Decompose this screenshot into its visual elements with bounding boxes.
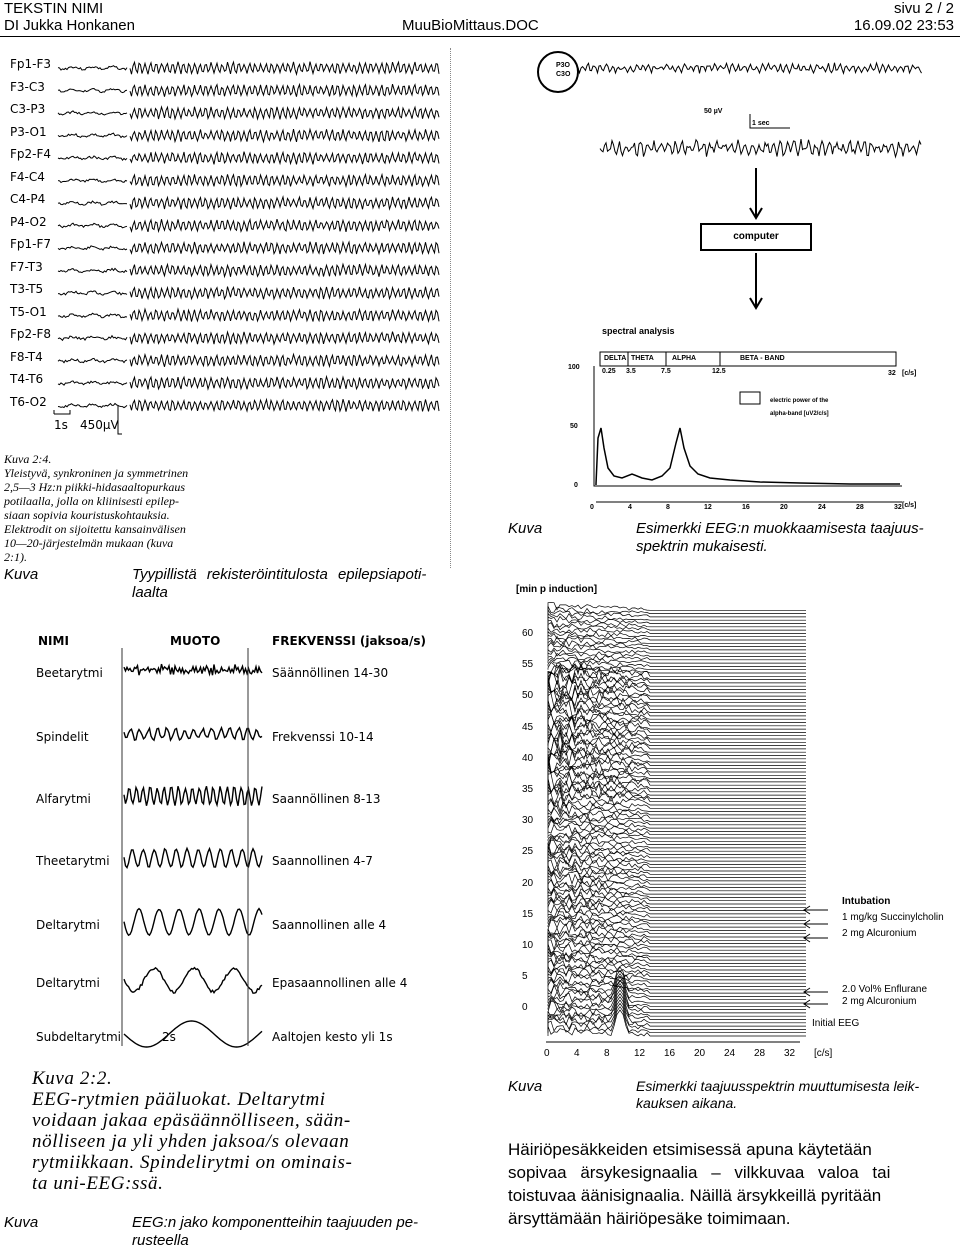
figure-caption [132,1214,452,1250]
rhythm-frequency: Aaltojen kesto yli 1s [272,1030,393,1044]
eeg-trace-baseline [58,111,127,115]
column-header-name: NIMI [38,634,69,648]
page-number: sivu 2 / 2 [893,0,954,17]
spectrum-epoch-line [548,722,806,739]
rhythm-frequency: Saannollinen alle 4 [272,918,387,932]
inset-line: Kuva 2:4. [4,452,52,466]
electrode-label: C3O [556,71,571,78]
column-header-shape: MUOTO [170,634,221,648]
band-label-beta: BETA - BAND [740,355,785,362]
figure-caption [636,1078,960,1112]
computer-box: computer [700,223,812,251]
inset-line: potilaalla, jolla on kliinisesti epilep- [4,494,179,508]
spectrum-epoch-line [548,680,806,696]
eeg-trace-burst [130,129,439,142]
y-tick: 55 [522,659,534,671]
x-tick: 24 [818,504,826,511]
spectrum-epoch-line [548,885,806,894]
channel-label: T6-O2 [10,394,47,409]
eeg-trace-baseline [58,291,127,295]
inset-line: Kuva 2:2. [32,1068,113,1089]
x-tick: 8 [604,1048,610,1059]
inset-line: voidaan jakaa epäsäännölliseen, sään- [32,1110,351,1131]
filename: MuuBioMittaus.DOC [402,17,539,34]
x-tick: 0 [590,504,594,511]
y-tick: 25 [522,846,534,858]
inset-line: nölliseen ja yli yhden jaksoa/s olevaan [32,1131,350,1152]
channel-label: Fp2-F8 [10,327,52,341]
channel-label: T4-T6 [10,372,44,386]
inset-line: EEG-rytmien pääluokat. Deltarytmi [32,1089,326,1110]
paragraph-line: sopivaa ärsykesignaalia – vilkkuvaa valoa tai [508,1163,891,1182]
band-label-delta: DELTA [604,355,627,362]
band-label-alpha: ALPHA [672,355,697,362]
spectrum-epoch-line [548,832,806,841]
channel-label: C4-P4 [10,192,46,206]
x-unit: [c/s] [902,502,917,509]
y-tick: 0 [522,1002,528,1014]
spectrum-epoch-line [548,865,806,875]
eeg-trace-burst [130,354,439,366]
rhythm-name: Subdeltarytmi [36,1030,121,1044]
eeg-trace-burst [130,84,439,97]
x-tick: 20 [780,504,788,511]
legend-swatch [740,392,760,404]
eeg-trace-baseline [58,404,127,408]
x-tick: 4 [574,1048,580,1059]
filtered-eeg-trace [600,139,921,157]
y-tick: 50 [570,423,578,430]
caption-line: EEG:n jako komponentteihin taajuuden pe- [132,1214,419,1231]
paragraph-line: ärsyttämään häiriöpesäke toimimaan. [508,1209,791,1228]
eeg-trace-baseline [58,179,127,182]
caption-line: Tyypillistä rekisteröintitulosta epilepsiapoti- [132,566,427,583]
eeg-trace-burst [130,264,439,277]
x-tick: 0 [544,1048,550,1059]
spectrum-epoch-line [548,951,806,960]
annotation-enflurane: 2.0 Vol% Enflurane [842,984,928,995]
eeg-traces [0,54,450,444]
time-marker-lines [122,648,248,1046]
rhythm-name: Theetarytmi [36,854,110,868]
spectrum-epoch-line [548,908,806,917]
document-title: TEKSTIN NIMI [4,0,104,17]
compressed-spectral-array-figure [508,578,958,1064]
rhythm-name: Deltarytmi [36,918,100,932]
eeg-trace-baseline [58,156,127,160]
inset-line: 2:1). [4,550,27,564]
y-tick: 35 [522,784,534,795]
x-tick: 28 [754,1048,766,1059]
eeg-rhythm-classification-figure [0,628,470,1068]
timestamp: 16.09.02 23:53 [853,17,954,34]
eeg-trace-burst [130,399,439,411]
rhythm-waveform [124,1021,262,1047]
eeg-trace-burst [130,174,439,186]
eeg-trace-burst [130,197,439,210]
x-tick: 16 [664,1048,676,1059]
annotation-alcuronium: 2 mg Alcuronium [842,928,917,939]
y-tick: 60 [522,628,534,639]
eeg-trace-burst [130,242,439,255]
power-spectrum-curve [596,428,900,485]
eeg-trace-baseline [58,268,127,272]
annotation-alcuronium: 2 mg Alcuronium [842,996,917,1007]
eeg-trace-burst [130,287,439,300]
inset-line: ta uni-EEG:ssä. [32,1173,164,1194]
figure-caption [636,520,960,556]
rhythm-waveform [124,664,262,675]
inset-line: 2,5—3 Hz:n piikki-hidasaaltopurkaus [4,480,185,494]
rhythm-frequency: Frekvenssi 10-14 [272,730,374,744]
rhythm-frequency: Saannollinen 4-7 [272,854,373,868]
x-tick: 32 [894,504,902,511]
rhythm-waveform [124,968,262,994]
figure-caption-label: Kuva [4,566,39,583]
channel-label: F7-T3 [10,259,43,274]
eeg-trace-baseline [58,223,127,228]
x-tick: 12 [704,504,712,511]
spectrum-epoch-line [548,924,806,934]
spectrum-epoch-line [548,917,806,927]
eeg-trace-burst [130,332,439,345]
rhythm-waveform [124,848,262,867]
arrow-to-spectrum [750,253,762,308]
x-tick: 16 [742,504,750,511]
eeg-recording-figure [0,54,450,444]
channel-label: Fp1-F7 [10,237,52,251]
eeg-trace-baseline [58,201,127,205]
eeg-trace-burst [130,152,439,165]
caption-line: Esimerkki EEG:n muokkaamisesta taajuus- [636,520,924,537]
electrode-label: P3O [556,62,571,69]
eeg-figure-inset-caption [4,452,244,564]
spectrum-epoch-line [548,968,806,977]
band-tick: 7.5 [661,368,671,375]
spectrum-epoch-line [548,854,806,865]
spectrum-epoch-line [548,628,806,634]
rhythm-waveforms [0,628,470,1068]
channel-label: Fp1-F3 [10,57,52,71]
annotation-arrows [804,988,828,1008]
band-tick: 12.5 [712,368,726,375]
y-tick: 15 [522,908,534,920]
time-scale-bar [54,410,70,414]
x-tick: 28 [856,504,864,511]
spectrum-epoch-line [548,857,806,868]
eeg-trace-baseline [58,133,127,137]
inset-line: siaan sopivia kouristuskohtauksia. [4,508,170,522]
x-tick: 4 [628,504,632,511]
rhythm-name: Deltarytmi [36,976,100,990]
caption-line: spektrin mukaisesti. [636,538,768,555]
figure-caption [132,566,452,602]
spectrum-epoch-line [548,790,806,805]
caption-line: kauksen aikana. [636,1095,738,1111]
annotation-arrows [804,906,828,942]
raw-eeg-trace [578,63,922,74]
rhythm-waveform [124,909,262,936]
x-tick: 24 [724,1048,736,1059]
eeg-trace-baseline [58,66,127,70]
y-tick: 100 [568,364,580,371]
spectrum-epoch-line [548,980,806,990]
spectrum-epoch-line [548,860,806,871]
eeg-trace-burst [130,377,439,390]
channel-label: P4-O2 [10,214,47,229]
y-axis-title: [min p induction] [516,584,598,595]
y-tick: 50 [522,690,534,702]
channel-label: Fp2-F4 [10,147,52,161]
eeg-trace-baseline [58,381,127,385]
rhythm-name: Spindelit [36,730,89,744]
y-tick: 5 [522,971,528,983]
spectrum-epoch-line [548,840,806,851]
spectrum-epoch-line [548,836,806,845]
spectral-analysis-diagram [530,48,930,518]
eeg-trace-baseline [58,89,127,93]
spectrum-epoch-line [548,808,806,818]
body-paragraph [508,1138,960,1230]
figure-caption-label: Kuva [508,1078,543,1095]
channel-label: C3-P3 [10,102,46,116]
arrow-to-computer [750,168,762,218]
eeg-trace-burst [130,309,439,321]
x-tick: 12 [634,1048,646,1059]
eeg-trace-baseline [58,246,127,250]
eeg-trace-burst [130,62,439,75]
caption-line: rusteella [132,1232,189,1249]
paragraph-line: toistuvaa äänisignaalia. Näillä ärsykkeillä pyritään [508,1186,882,1205]
spectrum-epoch-line [548,920,806,931]
spectrum-epoch-line [548,754,806,769]
band-tick: 0.25 [602,368,616,375]
spectral-analysis-figure [530,48,930,518]
rhythm-frequency: Säännöllinen 14-30 [272,666,389,680]
spectrum-epoch-line [548,879,806,888]
amplitude-scale-label: 50 µV [704,108,723,115]
x-tick: 32 [784,1048,796,1059]
header-rule [0,36,960,37]
rhythm-figure-inset-caption [32,1068,412,1194]
author: DI Jukka Honkanen [4,17,135,34]
y-tick: 20 [522,877,534,889]
spectrum-epoch-line [548,812,806,822]
spectrum-epoch-line [548,824,806,834]
time-scale-label: 1 sec [752,120,770,127]
column-header-frequency: FREKVENSSI (jaksoa/s) [272,634,427,648]
y-tick: 10 [522,940,534,951]
spectral-analysis-title: spectral analysis [602,326,675,336]
spectrum-epoch-line [548,960,806,970]
rhythm-frequency: Saannöllinen 8-13 [272,792,381,806]
inset-line: Elektrodit on sijoitettu kansainvälisen [4,522,186,536]
figure-divider [450,48,451,568]
spectrum-axes [594,366,902,486]
y-tick: 45 [522,721,534,733]
spectrum-epoch-line [548,873,806,884]
eeg-trace-baseline [58,358,127,362]
band-tick: 32 [888,370,896,377]
band-label-theta: THETA [631,355,654,362]
figure-caption-label: Kuva [4,1214,39,1231]
inset-line: rytmiikkaan. Spindelirytmi on ominais- [32,1152,353,1173]
x-tick: 20 [694,1048,706,1059]
legend-text: alpha-band [uV2/c/s] [770,411,829,417]
rhythm-frequency: Epasaannollinen alle 4 [272,976,408,990]
rhythm-waveform [124,786,262,806]
spectrum-epoch-line [548,915,806,924]
annotation-intubation: Intubation [842,896,891,907]
x-tick: 8 [666,504,670,511]
paragraph-line: Häiriöpesäkkeiden etsimisessä apuna käytetään [508,1140,872,1159]
band-tick: 3.5 [626,368,636,375]
channel-label: F4-C4 [10,169,45,184]
spectrum-epoch-line [548,798,806,809]
y-tick: 40 [522,752,534,764]
inset-line: Yleistyvä, synkroninen ja symmetrinen [4,466,189,480]
channel-label: T3-T5 [10,282,44,296]
channel-label: P3-O1 [10,124,47,139]
legend-text: electric power of the [770,398,829,404]
channel-label: F3-C3 [10,79,45,94]
rhythm-name: Alfarytmi [36,792,91,806]
caption-line: Esimerkki taajuusspektrin muuttumisesta leik- [636,1078,920,1094]
x-unit: [c/s] [814,1048,833,1059]
annotation-initial-eeg: Initial EEG [812,1018,860,1029]
time-scale-label: 1s [54,418,68,432]
y-tick: 30 [522,815,534,827]
rhythm-waveform [124,728,262,740]
eeg-trace-baseline [58,313,127,318]
channel-label: F8-T4 [10,349,43,364]
figure-caption-label: Kuva [508,520,543,537]
inset-line: 10—20-järjestelmän mukaan (kuva [4,536,174,550]
eeg-trace-baseline [58,336,127,341]
y-tick: 0 [574,482,578,489]
channel-label: T5-O1 [10,304,47,319]
amplitude-scale-label: 450µV [80,418,119,432]
band-unit: [c/s] [902,370,917,377]
caption-line: laalta [132,584,168,601]
subdelta-scale-label: 2s [162,1030,176,1044]
spectrum-epoch-line [548,953,806,964]
eeg-trace-burst [130,107,439,120]
annotation-succinylcholin: 1 mg/kg Succinylcholin [842,912,944,923]
eeg-trace-burst [130,219,439,232]
rhythm-name: Beetarytmi [36,666,103,680]
spectrum-epoch-line [548,911,806,921]
